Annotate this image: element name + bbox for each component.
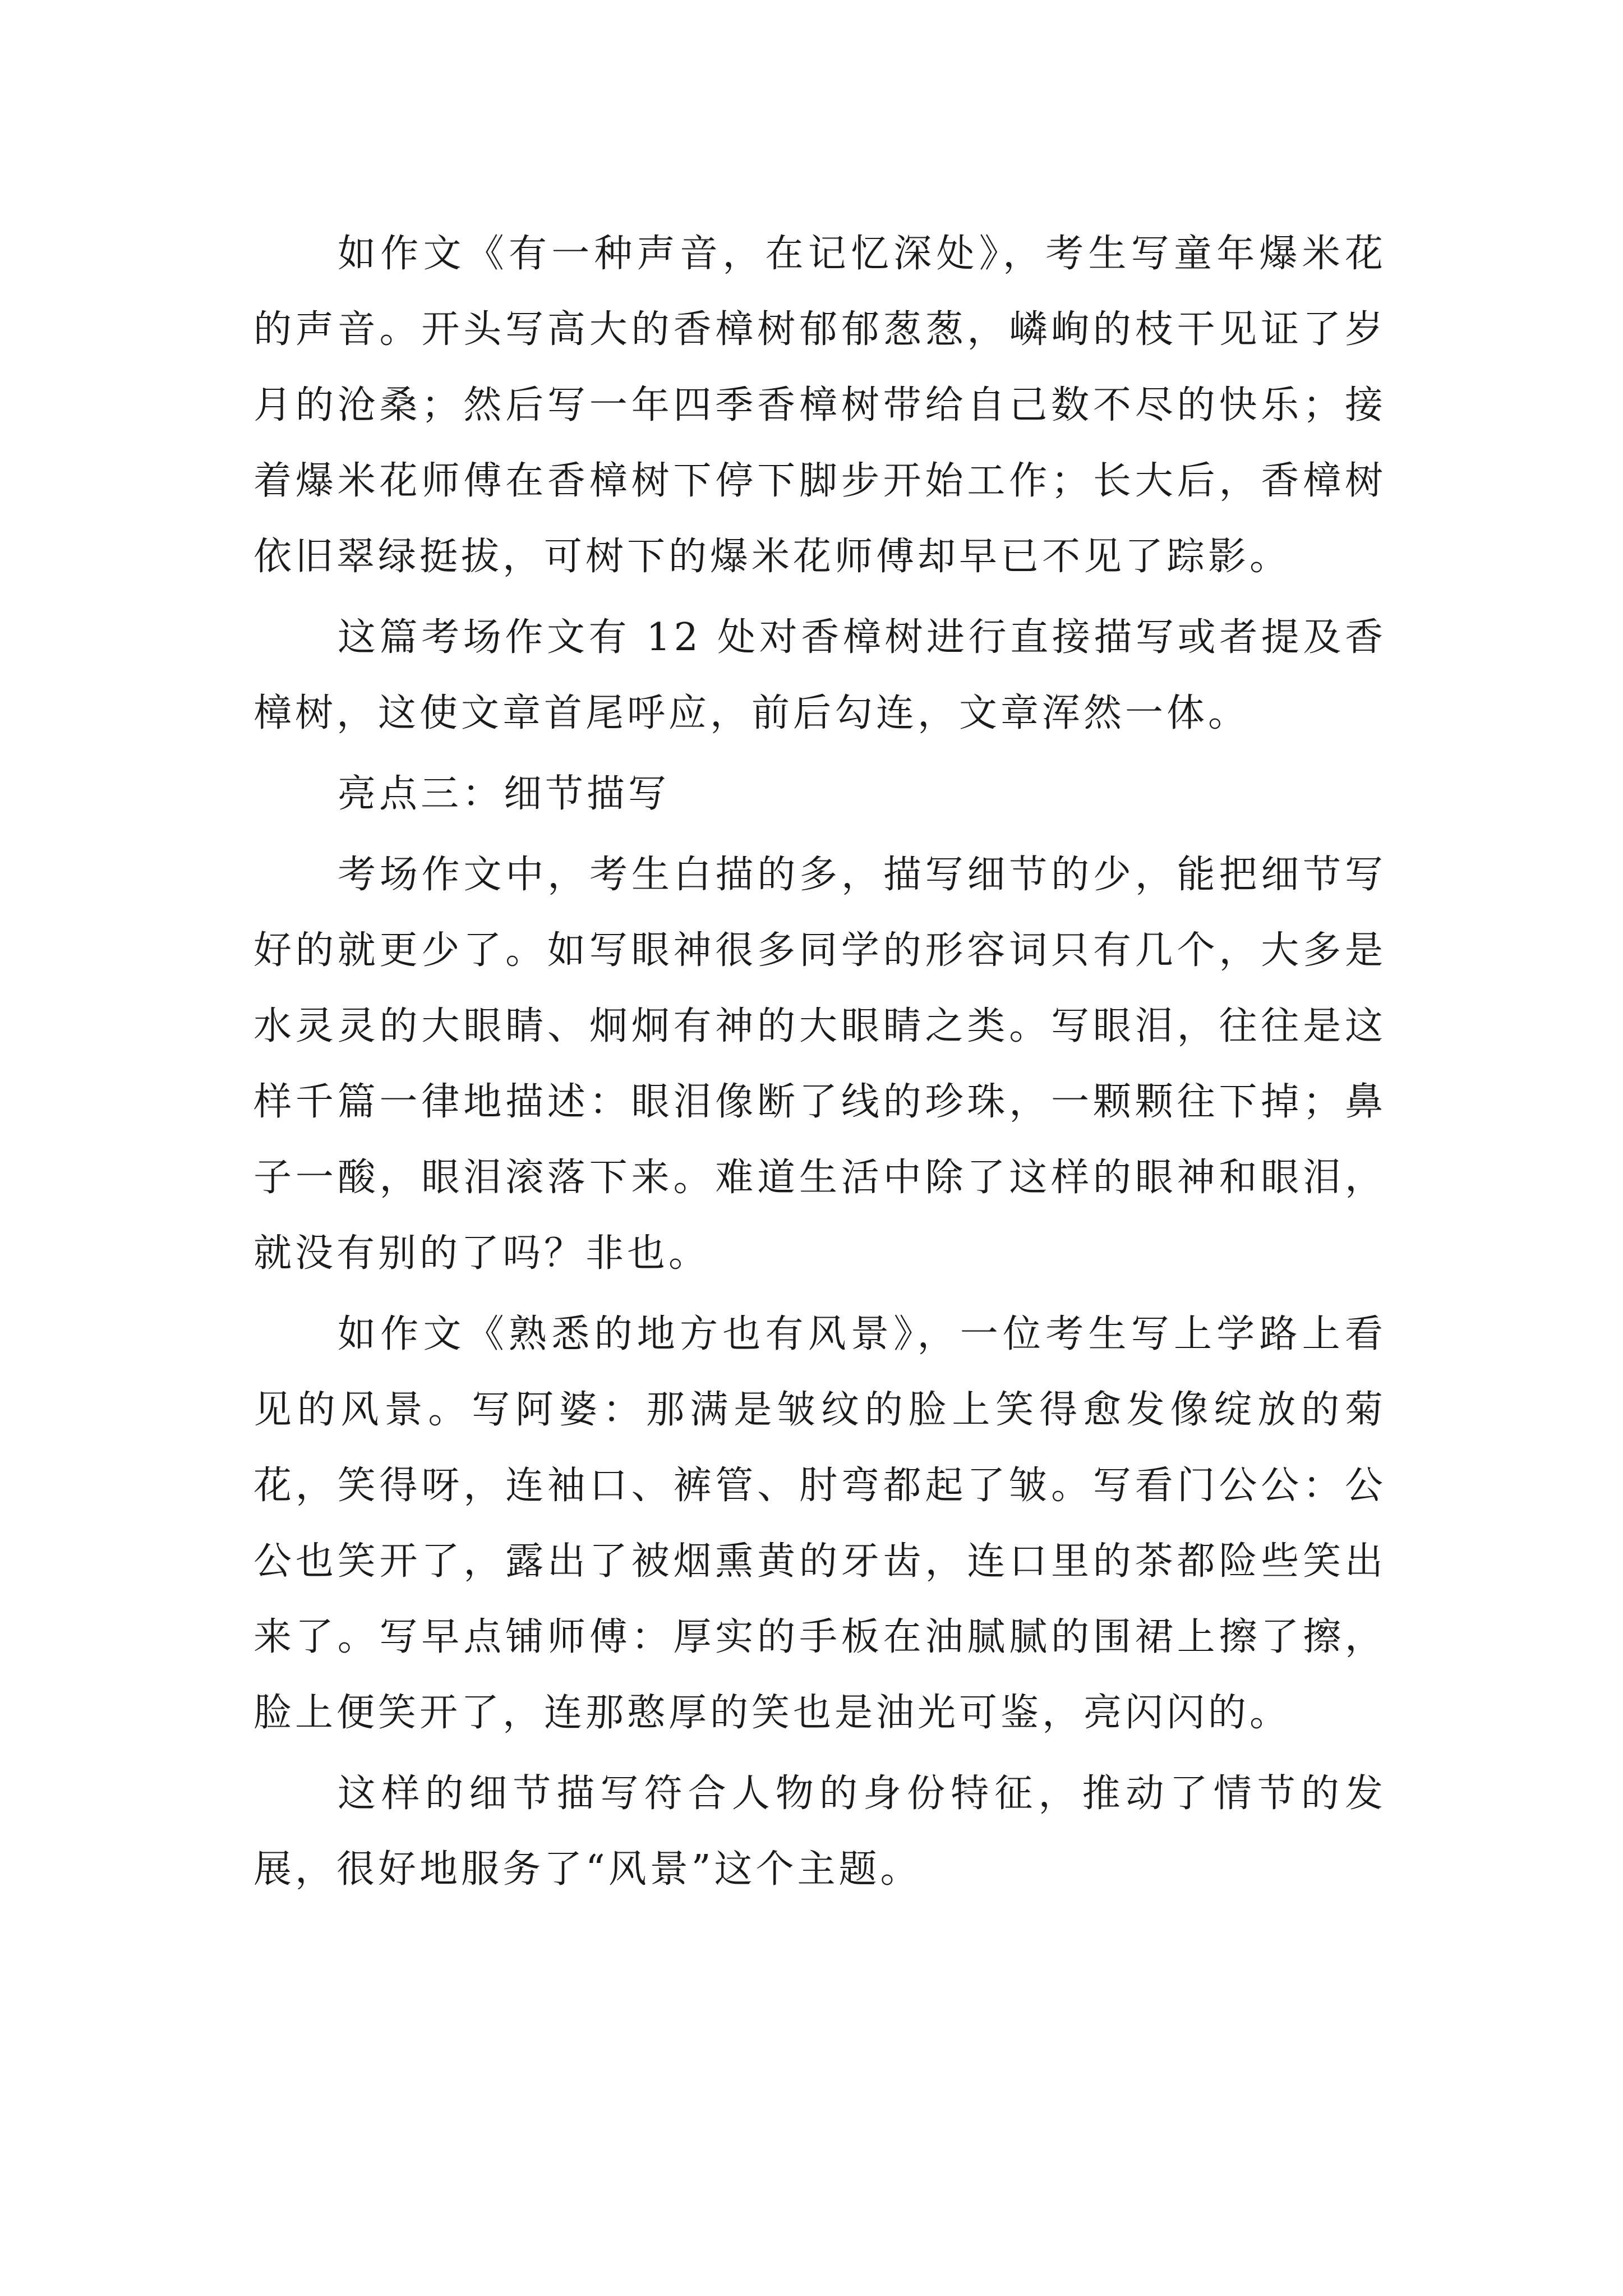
paragraph-example-scenery: 如作文《熟悉的地方也有风景》，一位考生写上学路上看见的风景。写阿婆：那满是皱纹的脸上笑得愈发像绽放的菊花，笑得呀，连袖口、裤管、肘弯都起了皱。写看门公公：公公也笑开了，露出了被烟熏黄的牙齿，连口里的茶都险些笑出来了。写早点铺师傅：厚实的手板在油腻腻的围裙上擦了擦，脸上便笑开了，连那憨厚的笑也是油光可鉴，亮闪闪的。	[253, 1312, 1386, 1735]
section-heading-highlight-three: 亮点三：细节描写	[338, 772, 670, 816]
document-body	[253, 216, 1386, 1912]
paragraph-conclusion: 这样的细节描写符合人物的身份特征，推动了情节的发展，很好地服务了“风景”这个主题。	[253, 1772, 1386, 1892]
paragraph-detail-description: 考场作文中，考生白描的多，描写细节的少，能把细节写好的就更少了。如写眼神很多同学的形容词只有几个，大多是水灵灵的大眼睛、炯炯有神的大眼睛之类。写眼泪，往往是这样千篇一律地描述：眼泪像断了线的珍珠，一颗颗往下掉；鼻子一酸，眼泪滚落下来。难道生活中除了这样的眼神和眼泪，就没有别的了吗？非也。	[253, 853, 1386, 1276]
paragraph-example-sound: 如作文《有一种声音，在记忆深处》，考生写童年爆米花的声音。开头写高大的香樟树郁郁葱葱，嶙峋的枝干见证了岁月的沧桑；然后写一年四季香樟树带给自己数不尽的快乐；接着爆米花师傅在香樟树下停下脚步开始工作；长大后，香樟树依旧翠绿挺拔，可树下的爆米花师傅却早已不见了踪影。	[253, 232, 1386, 579]
paragraph-camphor-tree-analysis: 这篇考场作文有 12 处对香樟树进行直接描写或者提及香樟树，这使文章首尾呼应，前后勾连，文章浑然一体。	[253, 615, 1386, 735]
